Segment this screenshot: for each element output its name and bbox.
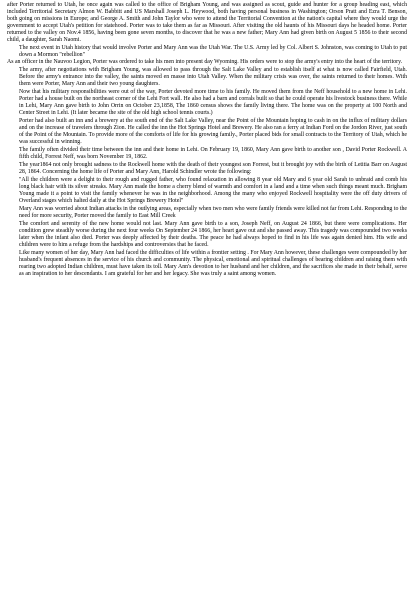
paragraph-9: "All the children were a delight to their rough and rugged father, who found relaxation in allowing 8 year old Mary and 6 year old Sarah to unbraid and comb his long black hair with its silver streaks. Mary Ann made the home a cherry blend of warmth and comfort in a land and a time when such things meant much. Brigham Young made it a point to visit the family whenever he was in the neighborhood. Among the many who enjoyed Rockwell hospitality were the off duty drivers of Overland stages which halted daily at the Hot Springs Brewery Hotel" [19,177,407,204]
paragraph-8: The year1864 not only brought sadness to the Rockwell home with the death of their youngest son Forrest, but it brought joy with the birth of Letitia Barr on August 28, 1864. Concerning the home life of Porter and Mary Ann, Harold Schindler wrote the following: [19,162,407,175]
paragraph-3: As an officer in the Nauvoo Legion, Porter was ordered to take his men into present day Wyoming. His orders were to stop the army's entry into the heart of the territory. [7,59,403,65]
paragraph-12: Like many women of her day, Mary Ann had faced the difficulties of life within a frontier setting . For Mary Ann however, these challenges were compounded by her husband's frequent absences in the service of his church and community. The physical, emotional and spiritual challenges of bearing children and raising them with rearing two adopted Indian children, must have taken its toll. Mary Ann's devotion to her husband and her children, and the sacrifices she made in their behalf, serve as an inspiration to her descendants. I am grateful for her and her legacy. She was truly a saint among women. [19,250,407,277]
paragraph-4: The army, after negotiations with Brigham Young, was allowed to pass through the Salt Lake Valley and to establish itself at what is now called Fairfield, Utah. Before the army's entrance into the valley, the saints moved en masse into Utah Valley. When the military crisis was over, the saints returned to their homes. With them were Porter, Mary Ann and their two young daughters. [19,67,407,87]
paragraph-7: The family often divided their time between the inn and their home in Lehi. On February 19, 1860, Mary Ann gave birth to another son , David Porter Rockwell. A fifth child, Forrest Neff, was born November 19, 1862. [19,147,407,160]
paragraph-1: after Porter returned to Utah, he once again was called to the office of Brigham Young, and was assigned as scout, guide and hunter for a group heading east, which included Territorial Secretary Almon W. Babbitt and US Marshall Joseph L. Heywood, both having personal business in Washington; Orson Pratt and Ezra T. Benson, both going on missions in Europe; and George A. Smith and John Taylor who were to attend the Territorial Convention at the nation's capital where they would urge the government to accept Utah's petition for statehood. Porter was to take them as far as Missouri. After visiting the old haunts of his Missouri days he headed home. Porter returned to the valley on Nov.4 1856, having been gone seven months, to discover that he was a new father; Mary Ann had given birth on August 5 1856 to their second child, a daughter, Sarah Naomi. [7,2,407,43]
paragraph-2: The next event in Utah history that would involve Porter and Mary Ann was the Utah War. The U.S. Army led by Col. Albert S. Johnston, was coming to Utah to put down a Mormon "rebellion" [19,45,407,58]
paragraph-6: Porter had also built an inn and a brewery at the south end of the Salt Lake Valley, near the Point of the Mountain hoping to cash in on the influx of military dollars and on the increase of travelers through Zion. He called the inn the Hot Springs Hotel and Brewery. He also ran a ferry at Indian Ford on the Jordon River, just south of the Point of the Mountain. To provide more of the comforts of life for his growing family., Porter placed bids for small contracts to the Territory of Utah, which he was successful in winning. [19,118,407,145]
paragraph-10: Mary Ann was worried about Indian attacks in the outlying areas, especially when two men who were family friends were killed not far from Lehi. Responding to the need for more security, Porter moved the family to East Mill Creek [19,206,407,219]
paragraph-11: The comfort and serenity of the new home would not last. Mary Ann gave birth to a son, Joseph Neff, on August 24 1866, but there were complications. Her condition grew steadily worse during the next four weeks On September 24 1866, her heart gave out and she passed away. This tragedy was compounded two weeks later when the infant also died. Porter was deeply affected by their deaths. The peace he had always hoped to find in his life was again denied him. His wife and children were to him a refuge from the hardships and controversies that he faced. [19,221,407,248]
body-text [7,2,407,278]
paragraph-5: Now that his military responsibilities were out of the way, Porter devoted more time to his family. He moved them from the Neff household to a new home in Lehi. Porter had a house built on the northeast corner of the Lehi Fort wall. He also had a barn and corrals built so that he could operate his livestock business there. While in Lehi, Mary Ann gave birth to John Orrin on October 23,1858, The 1860 census shows the family living there. The home was on the property at 100 North and Center Street in Lehi. (It later became the site of the old high school tennis courts.) [19,89,407,116]
